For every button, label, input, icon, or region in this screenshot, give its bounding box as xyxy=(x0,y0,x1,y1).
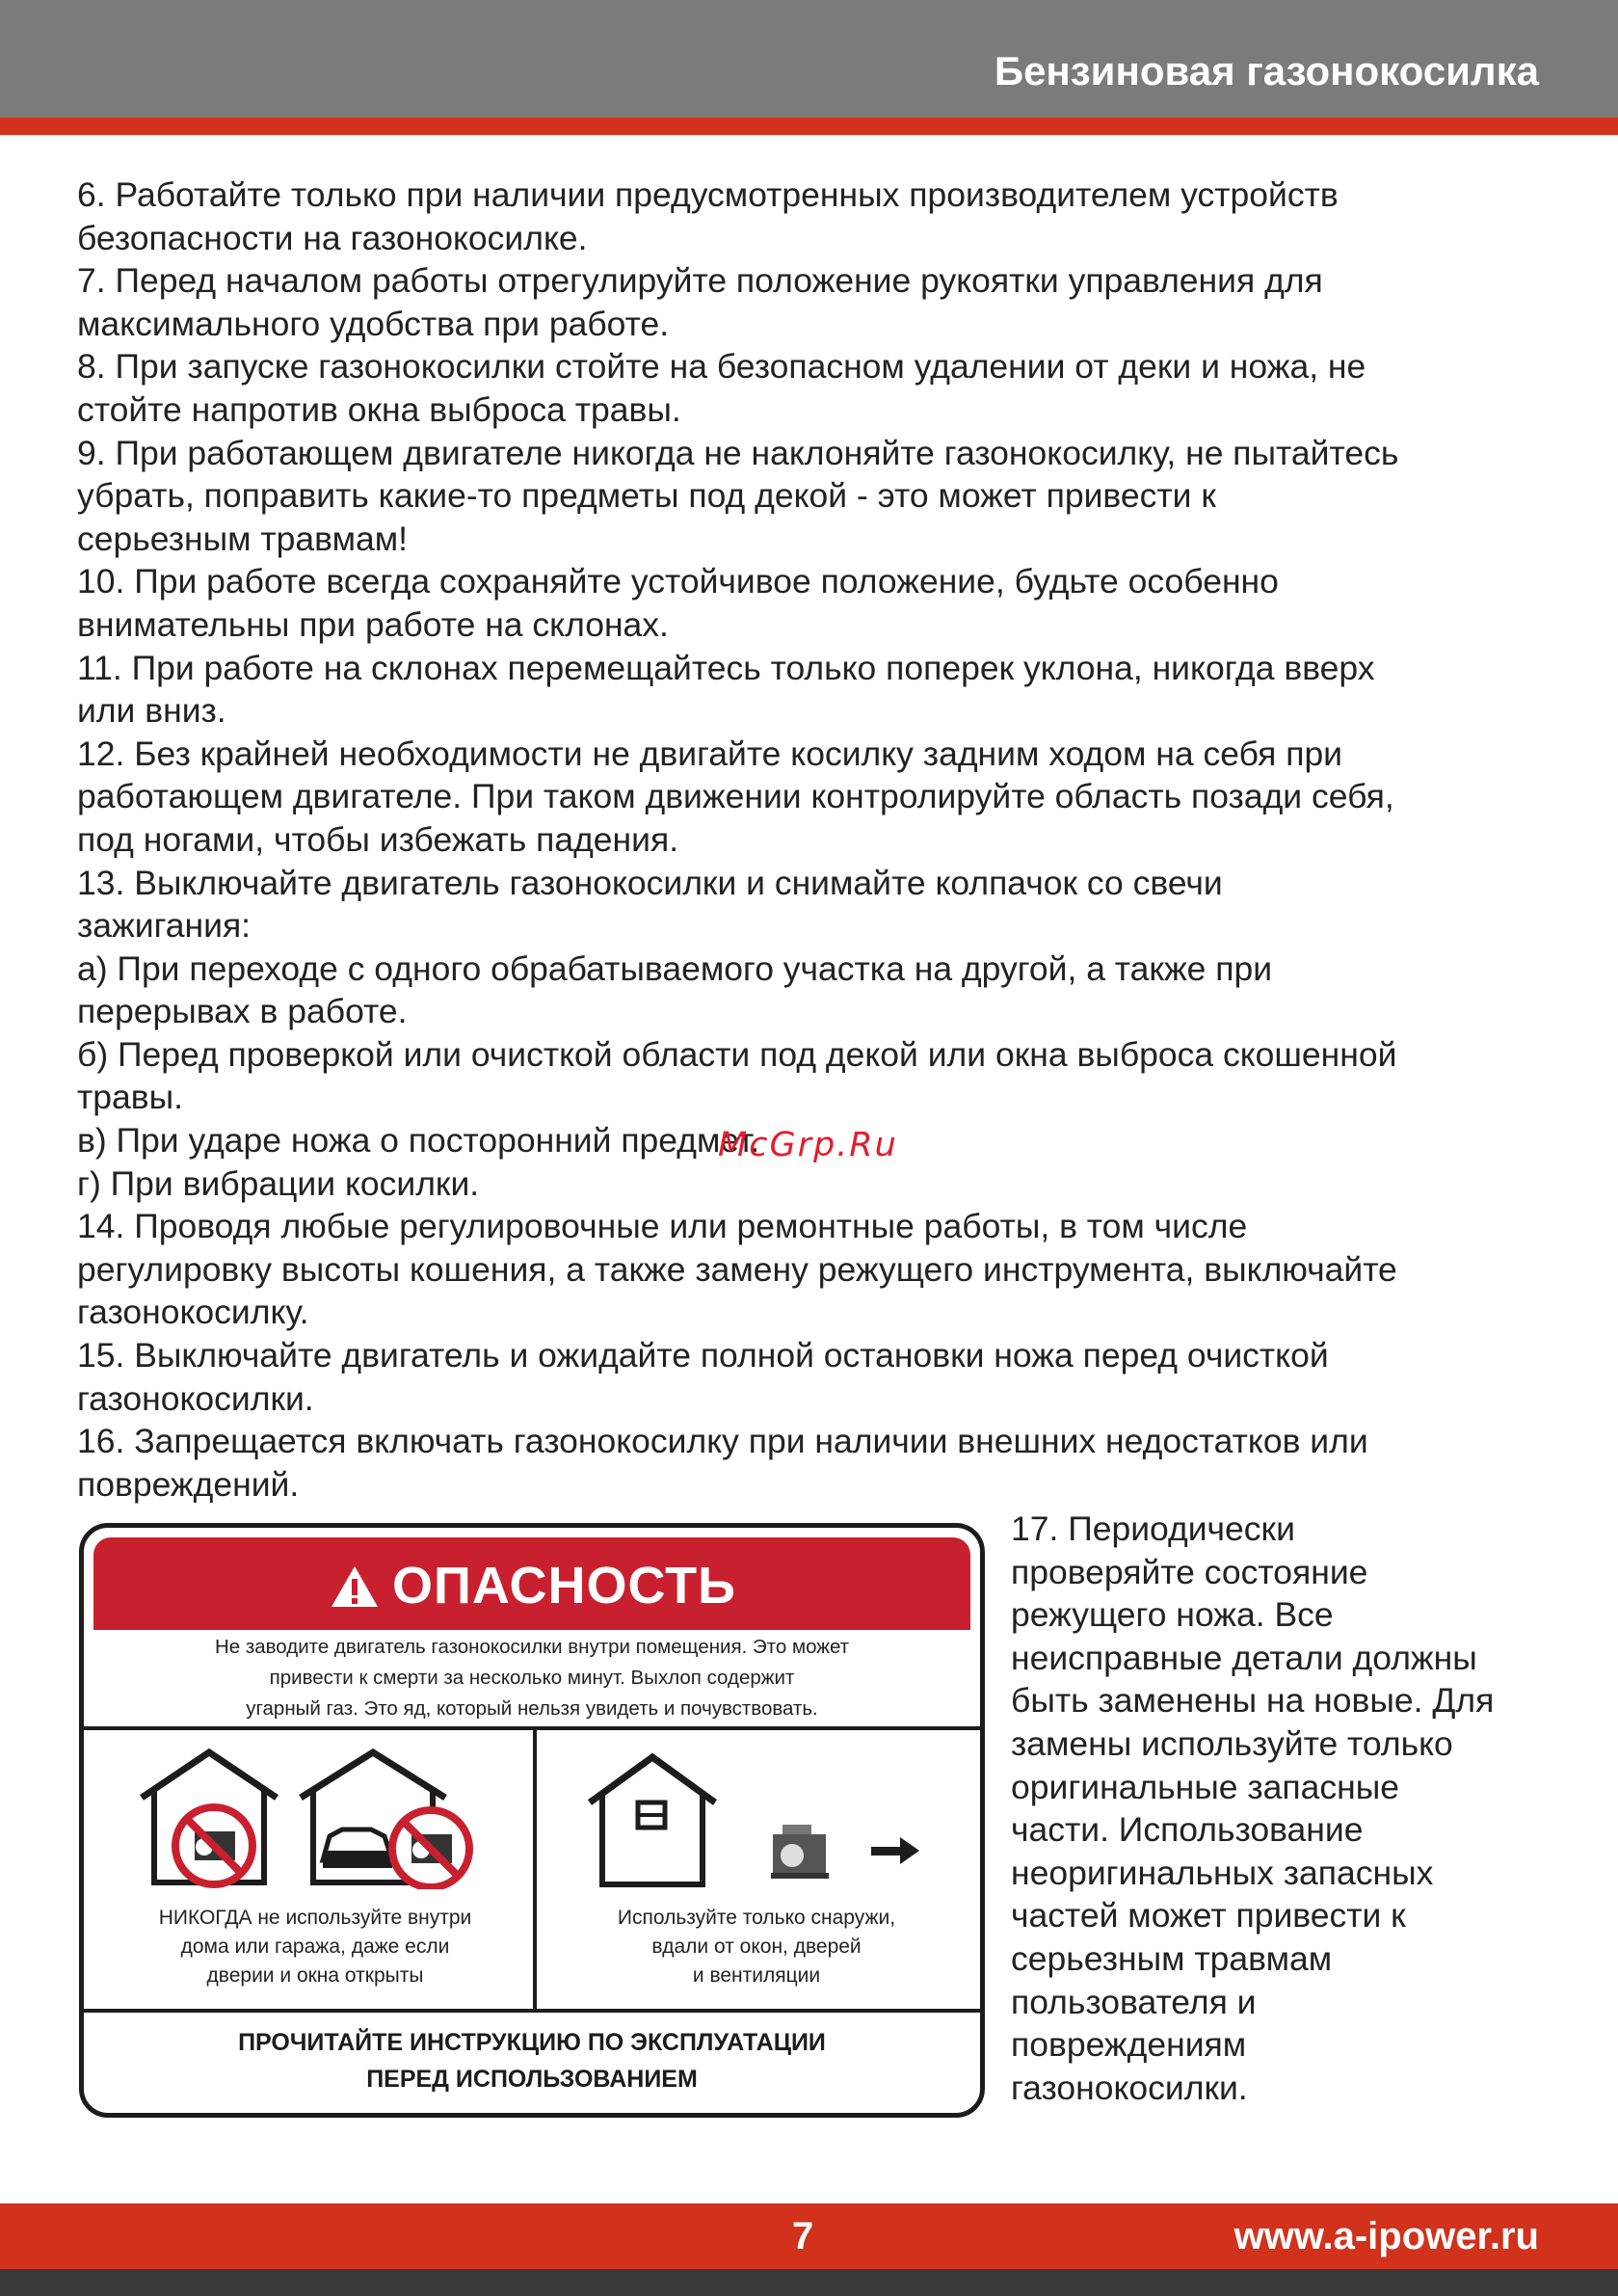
danger-title: ОПАСНОСТЬ xyxy=(392,1557,736,1615)
house-outside-icon xyxy=(585,1749,729,1894)
watermark: McGrp.Ru xyxy=(718,1126,898,1164)
divider xyxy=(533,1726,537,2011)
site-url: www.a-ipower.ru xyxy=(1233,2215,1539,2257)
caption-outdoor: Используйте только снаружи, вдали от окон, дверей и вентиляции xyxy=(617,1907,896,1987)
warning-triangle-icon xyxy=(330,1564,380,1609)
danger-header xyxy=(93,1537,970,1630)
caption-indoor: НИКОГДА не используйте внутри дома или гаража, даже если дверии и окна открыты xyxy=(158,1907,472,1987)
header-stripe xyxy=(0,118,1618,135)
page-title: Бензиновая газонокосилка xyxy=(994,48,1539,93)
safety-instructions-text: 6. Работайте только при наличии предусмотренных производителем устройств безопасности на газонокосилке. 7. Перед началом работы отрегулируйте положение рукоятки управления для максимального удобства при работе. 8. При запуске газонокосилки стойте на безопасном удалении от деки и ножа, не стойте напротив окна выброса травы. 9. При работающем двигателе никогда не наклоняйте газонокосилку, не пытайтесь убрать, поправить какие-то предметы под декой - это может привести к серьезным травмам! 10. При работе всегда сохраняйте устойчивое положение, будьте особенно внимательны при работе на склонах. 11. При работе на склонах перемещайтесь только поперек уклона, никогда вверх или вниз. 12. Без крайней необходимости не двигайте косилку задним ходом на себя при работающем двигателе. При таком движении контролируйте область позади себя, под ногами, чтобы избежать падения. 13. Выключайте двигатель газонокосилки и снимайте колпачок со свечи зажигания: а) При переходе с одного обрабатываемого участка на другой, а также при перерывах в работе. б) Перед проверкой или очисткой области под декой или окна выброса скошенной травы. в) При ударе ножа о посторонний предмет. г) При вибрации косилки. 14. Проводя любые регулировочные или ремонтные работы, в том числе регулировку высоты кошения, а также замену режущего инструмента, выключайте газонокосилку. 15. Выключайте двигатель и ожидайте полной остановки ножа перед очисткой газонокосилки. 16. Запрещается включать газонокосилку при наличии внешних недостатков или повреждений. xyxy=(77,175,1399,1504)
read-instructions-notice: ПРОЧИТАЙТЕ ИНСТРУКЦИЮ ПО ЭКСПЛУАТАЦИИ ПЕРЕД ИСПОЛЬЗОВАНИЕМ xyxy=(238,2029,826,2093)
danger-warning-text: Не заводите двигатель газонокосилки внутри помещения. Это может привести к смерти за несколько минут. Выхлоп содержит угарный газ. Это яд, который нельзя увидеть и почувствовать. xyxy=(214,1636,850,1720)
house-no-generator-icon xyxy=(137,1745,281,1889)
garage-car-no-generator-icon xyxy=(296,1745,503,1889)
arrow-right-icon xyxy=(869,1834,922,1867)
divider xyxy=(84,2009,985,2013)
danger-sticker xyxy=(79,1523,985,2118)
blade-inspection-text: 17. Периодически проверяйте состояние режущего ножа. Все неисправные детали должны быть заменены на новые. Для замены используйте только оригинальные запасные части. Использование неоригинальных запасных частей может привести к серьезным травмам пользователя и повреждениям газонокосилки. xyxy=(1011,1509,1495,2107)
footer-bar xyxy=(0,2269,1618,2296)
page-number: 7 xyxy=(792,2215,814,2257)
generator-icon xyxy=(763,1817,840,1884)
